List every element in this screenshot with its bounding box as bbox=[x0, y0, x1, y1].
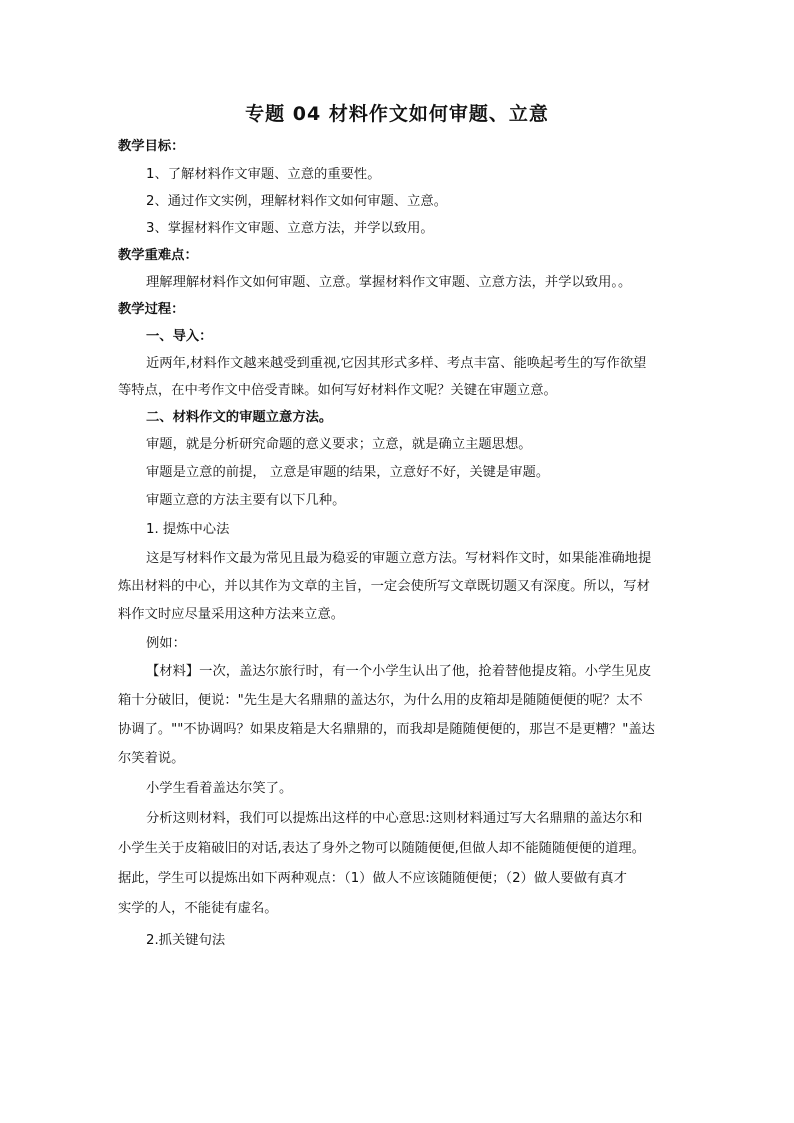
intro-heading: 一、导入： bbox=[146, 329, 213, 344]
key-points-heading: 教学重难点： bbox=[118, 248, 198, 263]
method-1-line-1: 这是写材料作文最为常见且最为稳妥的审题立意方法。写材料作文时，如果能准确地提 bbox=[146, 551, 652, 566]
student-line: 小学生看着盖达尔笑了。 bbox=[146, 781, 293, 796]
process-heading: 教学过程： bbox=[118, 302, 185, 317]
analysis-line-1: 分析这则材料，我们可以提炼出这样的中心意思:这则材料通过写大名鼎鼎的盖达尔和 bbox=[146, 811, 643, 826]
method-1-heading: 1. 提炼中心法 bbox=[146, 522, 230, 537]
example-label: 例如： bbox=[146, 636, 186, 651]
goals-heading: 教学目标： bbox=[118, 139, 185, 154]
goal-item-1: 1、了解材料作文审题、立意的重要性。 bbox=[146, 167, 381, 182]
material-line-4: 尔笑着说。 bbox=[118, 751, 185, 766]
method-line-1: 审题，就是分析研究命题的意义要求；立意，就是确立主题思想。 bbox=[146, 437, 532, 452]
method-1-line-2: 炼出材料的中心，并以其作为文章的主旨，一定会使所写文章既切题又有深度。所以，写材 bbox=[118, 579, 650, 594]
page-title: 专题 04 材料作文如何审题、立意 bbox=[245, 103, 549, 125]
method-line-3: 审题立意的方法主要有以下几种。 bbox=[146, 493, 346, 508]
intro-line-2: 等特点，在中考作文中倍受青睐。如何写好材料作文呢？关键在审题立意。 bbox=[118, 383, 557, 398]
goal-item-2: 2、通过作文实例，理解材料作文如何审题、立意。 bbox=[146, 194, 447, 209]
method-line-2: 审题是立意的前提， 立意是审题的结果，立意好不好，关键是审题。 bbox=[146, 465, 550, 480]
method-2-heading: 2.抓关键句法 bbox=[146, 933, 226, 948]
analysis-line-4: 实学的人，不能徒有虚名。 bbox=[118, 901, 278, 916]
key-points-text: 理解理解材料作文如何审题、立意。掌握材料作文审题、立意方法，并学以致用。。 bbox=[146, 275, 632, 290]
goal-item-3: 3、掌握材料作文审题、立意方法，并学以致用。 bbox=[146, 221, 434, 236]
analysis-line-3: 据此，学生可以提炼出如下两种观点：（1）做人不应该随随便便；（2）做人要做有真才 bbox=[118, 871, 627, 886]
material-line-1: 【材料】一次，盖达尔旅行时，有一个小学生认出了他，抢着替他提皮箱。小学生见皮 bbox=[146, 664, 652, 679]
method-heading: 二、材料作文的审题立意方法。 bbox=[146, 410, 333, 425]
intro-line-1: 近两年,材料作文越来越受到重视,它因其形式多样、考点丰富、能唤起考生的写作欲望 bbox=[146, 356, 647, 371]
material-line-3: 协调了。""不协调吗？如果皮箱是大名鼎鼎的，而我却是随随便便的，那岂不是更糟？"盖达 bbox=[118, 722, 655, 737]
analysis-line-2: 小学生关于皮箱破旧的对话,表达了身外之物可以随随便便,但做人却不能随随便便的道理。 bbox=[118, 841, 646, 856]
material-line-2: 箱十分破旧，便说："先生是大名鼎鼎的盖达尔，为什么用的皮箱却是随随便便的呢？太不 bbox=[118, 693, 643, 708]
method-1-line-3: 料作文时应尽量采用这种方法来立意。 bbox=[118, 607, 345, 622]
